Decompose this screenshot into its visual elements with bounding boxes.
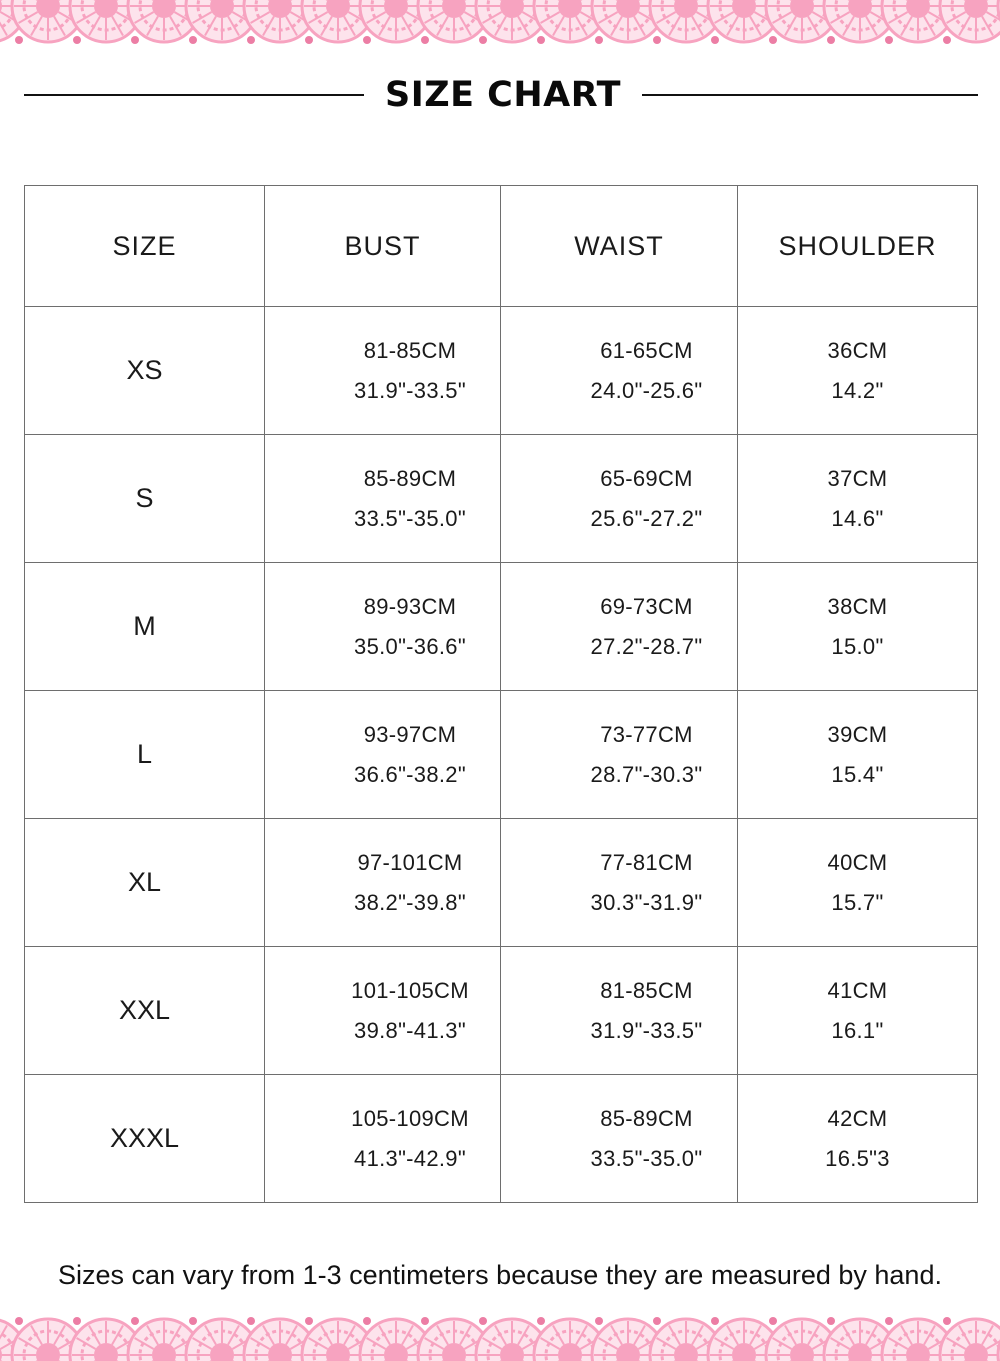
table-row (25, 691, 978, 819)
bust-cell (265, 691, 501, 819)
waist-inch-value: 30.3"-31.9" (590, 889, 703, 915)
shoulder-cm-value: 38CM (827, 593, 888, 619)
bust-cm-value: 101-105CM (351, 977, 469, 1003)
table-row (25, 307, 978, 435)
lace-pattern-bottom (0, 1309, 1000, 1361)
bust-cm-value: 85-89CM (363, 465, 457, 491)
footnote: Sizes can vary from 1-3 centimeters because they are measured by hand. (58, 1260, 942, 1290)
shoulder-cm-value: 39CM (827, 721, 888, 747)
size-label: S (25, 435, 265, 563)
bust-inch-value: 41.3"-42.9" (354, 1145, 466, 1171)
table-row (25, 435, 978, 563)
waist-cm-value: 73-77CM (600, 721, 693, 747)
waist-cell (501, 563, 738, 691)
waist-cm-value: 61-65CM (600, 337, 693, 363)
title-rule-right (642, 94, 978, 96)
bust-cell (265, 435, 501, 563)
waist-inch-value: 28.7"-30.3" (590, 761, 703, 787)
shoulder-cm-value: 41CM (827, 977, 888, 1003)
shoulder-inch-value: 16.1" (831, 1017, 884, 1043)
waist-inch-value: 27.2"-28.7" (590, 633, 703, 659)
waist-cm-value: 85-89CM (600, 1105, 693, 1131)
shoulder-inch-value: 14.6" (831, 505, 884, 531)
shoulder-inch-value: 15.0" (831, 633, 884, 659)
header-shoulder: SHOULDER (738, 186, 978, 307)
lace-pattern-top (0, 0, 1000, 50)
shoulder-cm-value: 42CM (827, 1105, 888, 1131)
shoulder-cell (738, 307, 978, 435)
size-label: M (25, 563, 265, 691)
page-title: SIZE CHART (384, 75, 622, 115)
shoulder-cell (738, 819, 978, 947)
bust-cell (265, 307, 501, 435)
header-bust: BUST (265, 186, 501, 307)
table-row (25, 947, 978, 1075)
size-label: XXXL (25, 1075, 265, 1203)
shoulder-cell (738, 691, 978, 819)
shoulder-cell (738, 947, 978, 1075)
bust-cell (265, 563, 501, 691)
title-rule-left (24, 94, 364, 96)
bust-cm-value: 97-101CM (357, 849, 463, 875)
waist-cm-value: 65-69CM (600, 465, 693, 491)
bust-cell (265, 1075, 501, 1203)
bust-inch-value: 31.9"-33.5" (354, 377, 466, 403)
shoulder-cm-value: 40CM (827, 849, 888, 875)
shoulder-inch-value: 16.5"3 (825, 1145, 890, 1171)
size-label: XS (25, 307, 265, 435)
bust-inch-value: 39.8"-41.3" (354, 1017, 466, 1043)
waist-inch-value: 24.0"-25.6" (590, 377, 703, 403)
shoulder-inch-value: 15.4" (831, 761, 884, 787)
table-header-row (25, 186, 978, 307)
table-body (25, 307, 978, 1203)
waist-cell (501, 947, 738, 1075)
bust-cell (265, 947, 501, 1075)
shoulder-cell (738, 563, 978, 691)
waist-cell (501, 435, 738, 563)
bust-inch-value: 35.0"-36.6" (354, 633, 466, 659)
shoulder-cm-value: 37CM (827, 465, 888, 491)
header-waist: WAIST (501, 186, 738, 307)
shoulder-inch-value: 15.7" (831, 889, 884, 915)
size-table (24, 185, 978, 1203)
waist-inch-value: 25.6"-27.2" (590, 505, 703, 531)
table-row (25, 563, 978, 691)
bust-inch-value: 36.6"-38.2" (354, 761, 466, 787)
lace-border-top (0, 0, 1000, 50)
waist-cell (501, 307, 738, 435)
bust-cm-value: 81-85CM (363, 337, 457, 363)
title-row (0, 70, 1000, 120)
shoulder-inch-value: 14.2" (831, 377, 884, 403)
bust-cm-value: 93-97CM (363, 721, 457, 747)
waist-cell (501, 819, 738, 947)
bust-cm-value: 105-109CM (351, 1105, 469, 1131)
table-row (25, 1075, 978, 1203)
bust-inch-value: 38.2"-39.8" (354, 889, 466, 915)
shoulder-cell (738, 435, 978, 563)
bust-cell (265, 819, 501, 947)
waist-cm-value: 69-73CM (600, 593, 693, 619)
shoulder-cm-value: 36CM (827, 337, 888, 363)
bust-inch-value: 33.5"-35.0" (354, 505, 466, 531)
size-label: XL (25, 819, 265, 947)
lace-border-bottom (0, 1309, 1000, 1361)
size-label: XXL (25, 947, 265, 1075)
size-label: L (25, 691, 265, 819)
shoulder-cell (738, 1075, 978, 1203)
waist-cell (501, 691, 738, 819)
waist-inch-value: 31.9"-33.5" (590, 1017, 703, 1043)
waist-cm-value: 77-81CM (600, 849, 693, 875)
header-size: SIZE (25, 186, 265, 307)
table-row (25, 819, 978, 947)
waist-inch-value: 33.5"-35.0" (590, 1145, 703, 1171)
bust-cm-value: 89-93CM (363, 593, 457, 619)
waist-cm-value: 81-85CM (600, 977, 693, 1003)
waist-cell (501, 1075, 738, 1203)
